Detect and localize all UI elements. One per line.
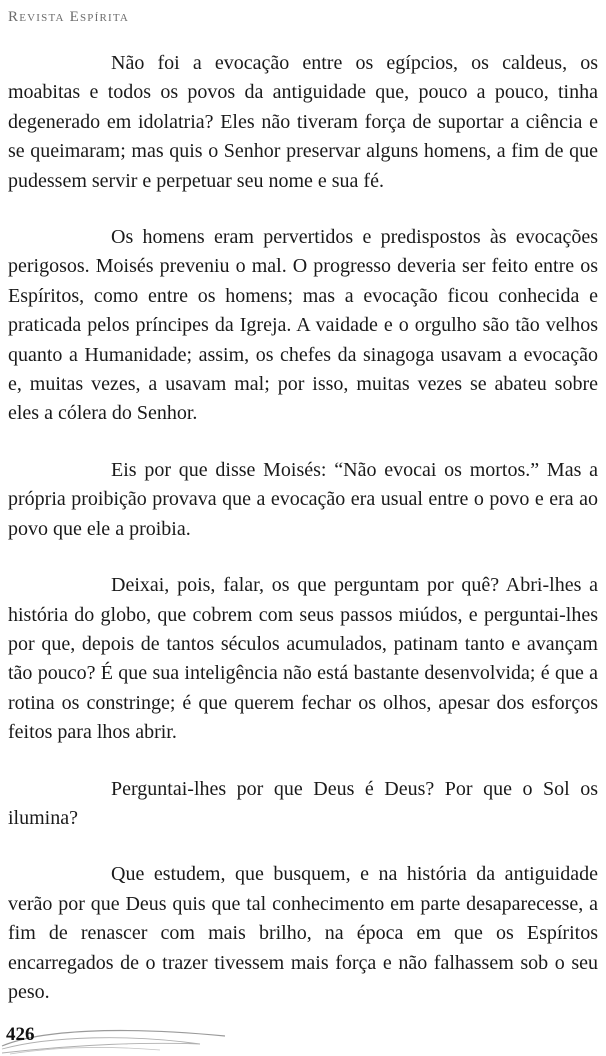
- paragraph-1: Não foi a evocação entre os egípcios, os caldeus, os moabitas e todos os povos da antiguidade que, pouco a pouco, tinha degenerado em idolatria? Eles não tiveram força de suportar a ciência e se queimaram; mas quis o Senhor preservar alguns homens, a fim de que pudessem servir e perpetuar seu nome e sua fé.: [8, 52, 598, 192]
- paragraph-4: Deixai, pois, falar, os que perguntam por quê? Abri-lhes a história do globo, que cobrem com seus passos miúdos, e perguntai-lhes por que, depois de tantos séculos acumulados, patinam tanto e avançam tão pouco? É que sua inteligência não está bastante desenvolvida; é que a rotina os constringe; é que querem fechar os olhos, apesar dos esforços feitos para lhos abrir.: [8, 574, 598, 744]
- page-number: 426: [6, 1024, 35, 1045]
- paragraph-5: Perguntai-lhes por que Deus é Deus? Por que o Sol os ilumina?: [8, 777, 598, 829]
- paragraph-2: Os homens eram pervertidos e predispostos às evocações perigosos. Moisés preveniu o mal. O progresso deveria ser feito entre os Espíritos, como entre os homens; mas a evocação ficou conhecida e praticada pelos príncipes da Igreja. A vaidade e o orgulho são tão velhos quanto a Humanidade; assim, os chefes da sinagoga usavam a evocação e, muitas vezes, a usavam mal; por isso, muitas vezes se abateu sobre eles a cólera do Senhor.: [8, 226, 598, 425]
- paragraph-3: Eis por que disse Moisés: “Não evocai os mortos.” Mas a própria proibição provava que a evocação era usual entre o povo e era ao povo que ele a proibia.: [8, 458, 598, 540]
- page-footer: [0, 1016, 606, 1056]
- paragraph-6: Que estudem, que busquem, e na história da antiguidade verão por que Deus quis que tal conhecimento em parte desaparecesse, a fim de renascer com mais brilho, na época em que os Espíritos encarregados de o trazer tivessem mais força e não falhassem sob o seu peso.: [8, 863, 598, 1003]
- swoosh-ornament-icon: [0, 1016, 230, 1056]
- page-body: [8, 49, 598, 1034]
- running-header: Revista Espírita: [8, 9, 130, 25]
